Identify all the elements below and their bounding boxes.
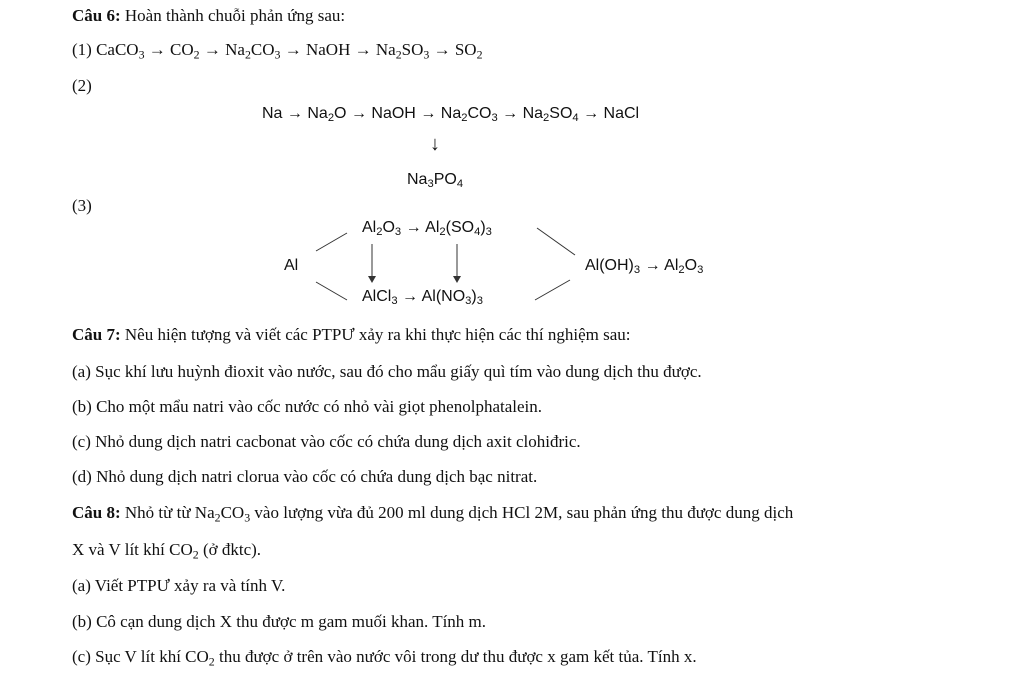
q7-label: Câu 7: bbox=[72, 325, 121, 344]
compound: $Na_2CO_3$ bbox=[225, 40, 281, 62]
compound: $Al_2(SO_4)_3$ bbox=[425, 219, 492, 239]
arrowhead bbox=[453, 276, 461, 283]
q7-text: Nêu hiện tượng và viết các PTPƯ xảy ra khi thực hiện các thí nghiệm sau: bbox=[124, 325, 631, 344]
arrow-icon: → bbox=[420, 105, 437, 122]
scheme-3-end bbox=[585, 257, 703, 275]
q6-chain-2 bbox=[262, 105, 639, 123]
scheme-3-start: Al bbox=[284, 257, 299, 274]
q6-text: Hoàn thành chuỗi phản ứng sau: bbox=[124, 6, 346, 25]
q6-heading bbox=[72, 6, 345, 26]
q8-item-a: (a) Viết PTPƯ xảy ra và tính V. bbox=[72, 576, 286, 595]
arrow-icon: → bbox=[286, 105, 303, 122]
compound: $Al_2O_3$ bbox=[664, 257, 704, 277]
compound: NaOH bbox=[305, 40, 351, 59]
q8-line-2: X và V lít khí $CO_2$ (ở đktc). bbox=[72, 540, 262, 562]
down-arrow-icon: ↓ bbox=[430, 133, 440, 155]
connector-line bbox=[316, 282, 347, 300]
q7-item-b: (b) Cho một mẩu natri vào cốc nước có nhỏ vài giọt phenolphatalein. bbox=[72, 397, 542, 416]
compound: $Al(OH)_3$ bbox=[585, 257, 641, 277]
q7-item-d: (d) Nhỏ dung dịch natri clorua vào cốc có chứa dung dịch bạc nitrat. bbox=[72, 467, 538, 486]
q6-chain-1 bbox=[72, 40, 483, 60]
connector-line bbox=[537, 228, 575, 255]
q8-label: Câu 8: bbox=[72, 503, 121, 522]
connector-line bbox=[316, 233, 347, 251]
compound: $Na_2O$ bbox=[307, 105, 347, 125]
arrow-icon: → bbox=[502, 105, 519, 122]
q7-item-a: (a) Sục khí lưu huỳnh đioxit vào nước, sau đó cho mẩu giấy quì tím vào dung dịch thu được. bbox=[72, 362, 702, 381]
scheme-3-top-row bbox=[362, 219, 492, 237]
compound: AlCl$_3$ bbox=[362, 288, 398, 308]
compound: $Na_2SO_3$ bbox=[375, 40, 430, 62]
compound: $Na_2SO_4$ bbox=[522, 105, 579, 125]
item-label-3: (3) bbox=[72, 196, 92, 215]
arrow-icon: → bbox=[583, 105, 600, 122]
branch-compound: $Na_3PO_4$ bbox=[407, 171, 464, 191]
q8-line-1: Câu 8: Nhỏ từ từ $Na_2CO_3$ vào lượng vừa đủ 200 ml dung dịch HCl 2M, sau phản ứng thu được dung dịch bbox=[72, 503, 794, 525]
q7-item-c: (c) Nhỏ dung dịch natri cacbonat vào cốc có chứa dung dịch axit clohiđric. bbox=[72, 432, 581, 451]
compound: NaOH bbox=[371, 105, 416, 122]
arrow-icon: → bbox=[644, 257, 661, 274]
arrow-icon: → bbox=[203, 40, 221, 59]
compound: $SO_2$ bbox=[454, 40, 483, 62]
arrow-icon: → bbox=[284, 40, 302, 59]
arrow-icon: → bbox=[354, 40, 372, 59]
compound: Na bbox=[262, 105, 283, 122]
q8-item-c: (c) Sục V lít khí $CO_2$ thu được ở trên vào nước vôi trong dư thu được x gam kết tủa. Tính x. bbox=[72, 647, 697, 669]
arrow-icon: → bbox=[402, 288, 419, 305]
arrow-icon: → bbox=[148, 40, 166, 59]
item-label: (1) bbox=[72, 40, 92, 59]
connector-line bbox=[535, 280, 570, 300]
arrowhead bbox=[368, 276, 376, 283]
arrow-icon: → bbox=[433, 40, 451, 59]
q7-heading bbox=[72, 325, 631, 345]
arrow-icon: → bbox=[350, 105, 367, 122]
compound: $Al(NO_3)_3$ bbox=[421, 288, 483, 308]
compound: CaCO$_3$ bbox=[96, 40, 145, 62]
q8-item-b: (b) Cô cạn dung dịch X thu được m gam muối khan. Tính m. bbox=[72, 612, 487, 631]
scheme-3-bottom-row bbox=[362, 288, 483, 306]
compound: $Na_2CO_3$ bbox=[440, 105, 498, 125]
item-label-2: (2) bbox=[72, 76, 92, 95]
compound: $Al_2O_3$ bbox=[362, 219, 402, 239]
q6-label: Câu 6: bbox=[72, 6, 121, 25]
compound: NaCl bbox=[603, 105, 640, 122]
arrow-icon: → bbox=[405, 219, 422, 236]
compound: $CO_2$ bbox=[170, 40, 200, 62]
